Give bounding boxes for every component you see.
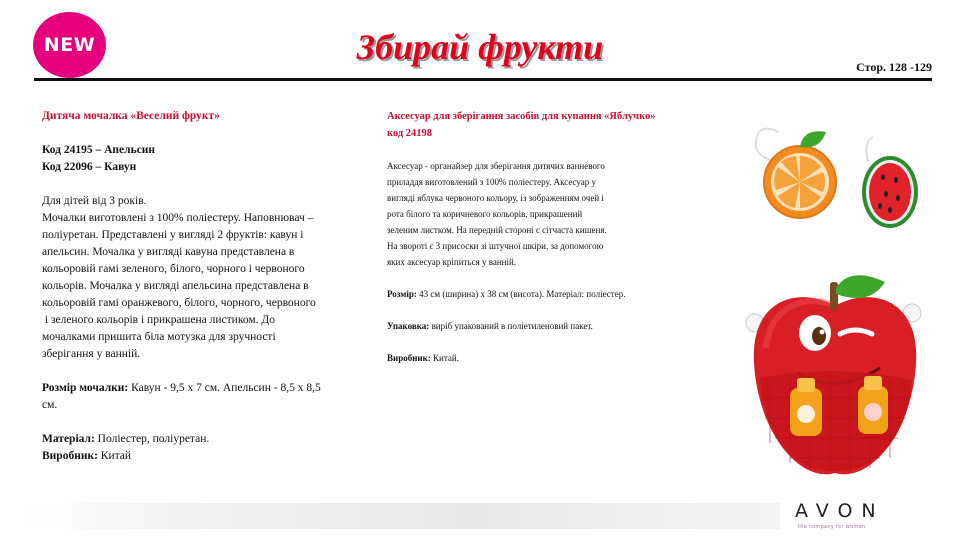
organizer-pack <box>387 318 727 334</box>
sponge-desc-line: апельсин. Мочалка у вигляді кавуна представлена в <box>42 246 295 258</box>
sponge-size-value: Кавун - 9,5 х 7 см. Апельсин - 8,5 х 8,5 <box>128 382 321 394</box>
fruit-sponges-image <box>748 122 928 232</box>
organizer-code: код 24198 <box>387 128 433 139</box>
sponge-size <box>42 380 362 397</box>
organizer-size-label: Розмір: <box>387 289 417 299</box>
sponge-desc-line: поліуретан. Представлені у вигляді 2 фруктів: кавун і <box>42 229 304 241</box>
organizer-pack-value: виріб упакований в поліетиленовий пакет. <box>429 321 593 331</box>
sponge-age: Для дітей від 3 років. <box>42 195 147 207</box>
sponge-code-watermelon: Код 22096 – Кавун <box>42 161 137 173</box>
sponge-maker <box>42 448 362 465</box>
page-title: Збирай фрукти <box>356 27 604 67</box>
organizer-desc-line: Аксесуар - органайзер для зберігання дитячих ванневого <box>387 161 605 171</box>
organizer-size <box>387 286 727 302</box>
organizer-maker <box>387 350 727 366</box>
organizer-desc-line: На звороті є 3 присоски зі штучної шкіри, за допомогою <box>387 241 604 251</box>
header-divider <box>34 78 932 81</box>
sponge-material <box>42 431 362 448</box>
organizer-size-value: 43 см (ширина) х 38 см (висота). Матеріал: поліестер. <box>416 289 626 299</box>
sponge-description <box>42 108 362 465</box>
sponge-desc-line: кольорів. Мочалка у вигляді апельсина представлена в <box>42 280 309 292</box>
organizer-pack-label: Упаковка: <box>387 321 430 331</box>
organizer-heading: Аксесуар для зберігання засобів для купання «Яблучко» <box>387 111 656 122</box>
sponge-material-value: Поліестер, поліуретан. <box>94 433 210 445</box>
sponge-desc-line: зберігання у ванній. <box>42 348 141 360</box>
organizer-desc-line: рота білого та коричневого кольорів, прикрашений <box>387 209 583 219</box>
sponge-maker-value: Китай <box>97 450 132 462</box>
sponge-desc-line: кольоровій гамі оранжевого, білого, чорного, червоного <box>42 297 316 309</box>
sponge-size-cont: см. <box>42 399 58 411</box>
sponge-maker-label: Виробник: <box>42 450 98 462</box>
avon-logo: AVON <box>795 500 885 522</box>
sponge-heading: Дитяча мочалка «Веселий фрукт» <box>42 110 220 122</box>
apple-organizer-image <box>740 268 930 493</box>
organizer-desc-line: зеленим листком. На передній стороні є сітчаста кишеня. <box>387 225 607 235</box>
new-badge-label: NEW <box>43 34 96 56</box>
organizer-desc-line: яких аксесуар кріпиться у ванній. <box>387 257 517 267</box>
organizer-description <box>387 108 727 366</box>
organizer-maker-value: Китай. <box>430 353 459 363</box>
sponge-desc-line: мочалками пришита біла мотузка для зручності <box>42 331 276 343</box>
organizer-desc-line: вигляді яблука червоного кольору, із зображенням очей і <box>387 193 604 203</box>
sponge-desc-line: Мочалки виготовлені з 100% поліестеру. Наповнювач – <box>42 212 314 224</box>
sponge-size-label: Розмір мочалки: <box>42 382 129 394</box>
sponge-code-orange: Код 24195 – Апельсин <box>42 144 156 156</box>
page-reference: Стор. 128 -129 <box>856 60 932 74</box>
sponge-desc-line: і зеленого кольорів і прикрашена листиком. До <box>42 314 275 326</box>
organizer-maker-label: Виробник: <box>387 353 431 363</box>
footer-bar <box>20 503 780 529</box>
sponge-desc-line: кольоровій гамі зеленого, білого, чорного і червоного <box>42 263 305 275</box>
sponge-material-label: Матеріал: <box>42 433 95 445</box>
organizer-desc-line: приладдя виготовлений з 100% поліестеру. Аксесуар у <box>387 177 597 187</box>
avon-tagline: the company for women <box>798 524 866 530</box>
